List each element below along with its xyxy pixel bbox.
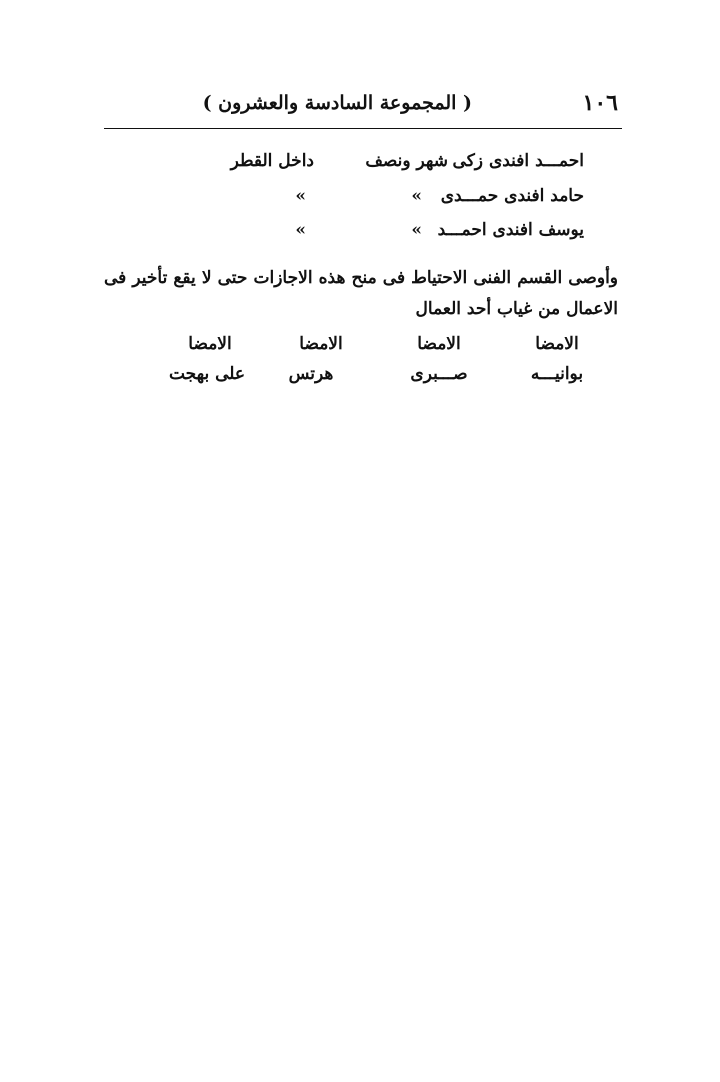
signature-label: الامضا <box>417 334 461 354</box>
leave-place: » <box>295 186 306 206</box>
leave-period: » <box>411 186 422 206</box>
signatory-name: بوانيـــه <box>530 364 584 384</box>
signatory-name: هرتس <box>288 364 334 384</box>
employee-name: احمـــد افندى زكى <box>452 151 584 171</box>
signature-label: الامضا <box>299 334 343 354</box>
leave-period: » <box>411 220 422 240</box>
page-header <box>104 88 622 129</box>
recommendation-paragraph: وأوصى القسم الفنى الاحتياط فى منح هذه الاجازات حتى لا يقع تأخير فى الاعمال من غياب أحد العمال <box>104 268 618 319</box>
employee-name: يوسف افندى احمـــد <box>437 220 584 240</box>
running-title: ( المجموعة السادسة والعشرون ) <box>202 92 472 114</box>
leave-place: داخل القطر <box>230 151 314 171</box>
signatory-name: على بهجت <box>168 364 246 384</box>
leave-period: شهر ونصف <box>365 151 448 171</box>
leave-place: » <box>295 220 306 240</box>
signature-label: الامضا <box>188 334 232 354</box>
employee-name: حامد افندى حمـــدى <box>440 186 584 206</box>
signature-label: الامضا <box>535 334 579 354</box>
page-number: ١٠٦ <box>582 90 618 116</box>
signatory-name: صـــبرى <box>410 364 468 384</box>
